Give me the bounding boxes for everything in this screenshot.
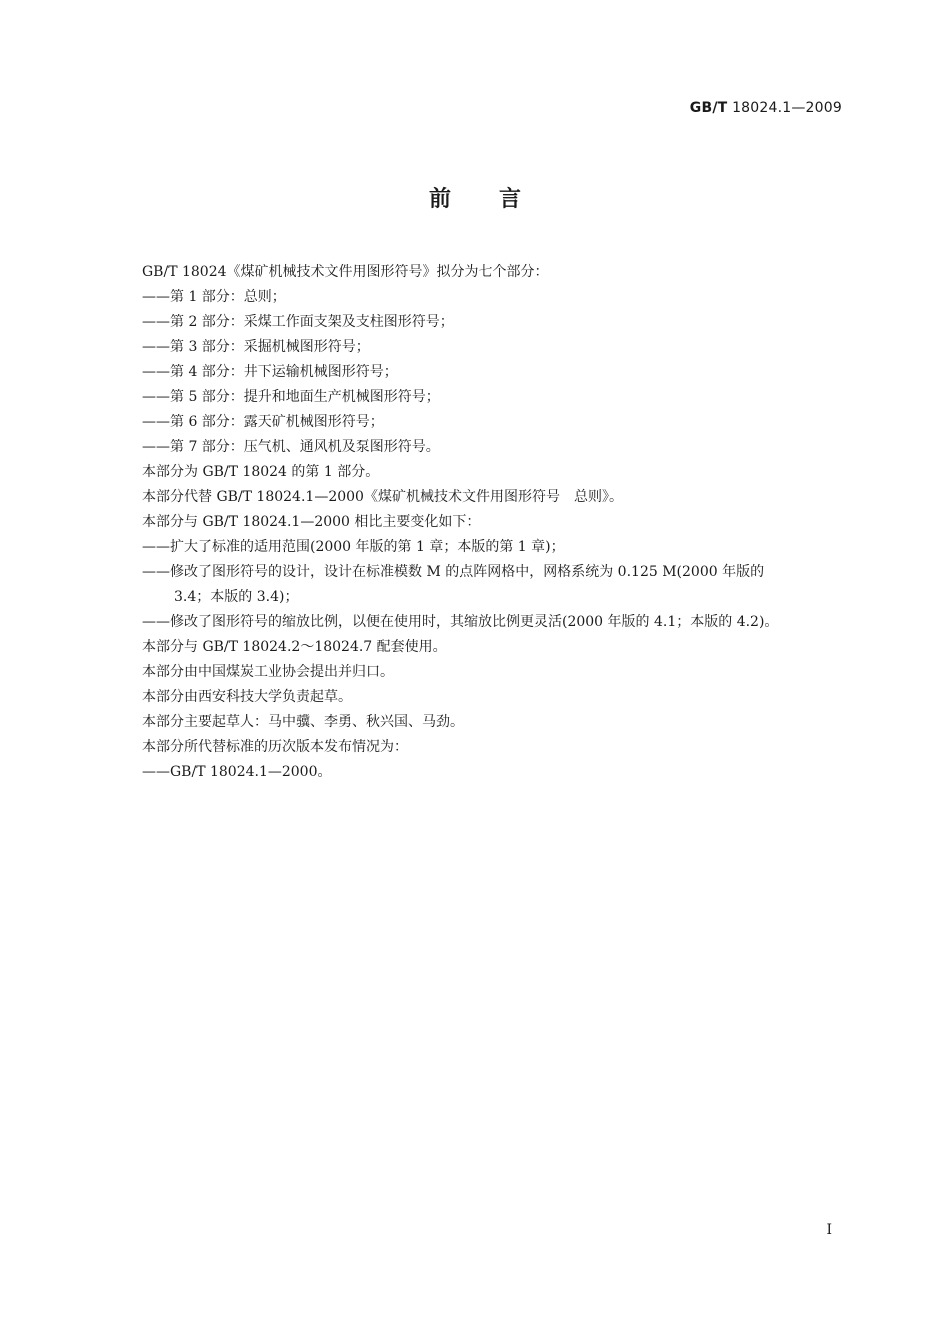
page-number: I [826, 1222, 832, 1238]
list-item: ——第 5 部分：提升和地面生产机械图形符号； [142, 389, 440, 405]
list-item: ——修改了图形符号的设计，设计在标准模数 M 的点阵网格中，网格系统为 0.125 M(2000 年版的 [142, 564, 765, 580]
list-item: ——第 4 部分：井下运输机械图形符号； [142, 364, 398, 380]
list-item: ——第 3 部分：采掘机械图形符号； [142, 339, 370, 355]
list-item: ——修改了图形符号的缩放比例，以便在使用时，其缩放比例更灵活(2000 年版的 4.1；本版的 4.2)。 [142, 614, 779, 630]
paragraph-line: 本部分主要起草人：马中骥、李勇、秋兴国、马劲。 [142, 714, 464, 730]
paragraph-line: 本部分代替 GB/T 18024.1—2000《煤矿机械技术文件用图形符号 总则》。 [142, 489, 623, 505]
list-item: ——第 2 部分：采煤工作面支架及支柱图形符号； [142, 314, 454, 330]
list-item: ——扩大了标准的适用范围(2000 年版的第 1 章；本版的第 1 章)； [142, 539, 565, 555]
list-item-continuation: 3.4；本版的 3.4)； [174, 589, 299, 605]
standard-code [690, 100, 842, 116]
standard-number: 18024.1—2009 [732, 100, 842, 116]
list-item: ——GB/T 18024.1—2000。 [142, 764, 332, 780]
list-item: ——第 6 部分：露天矿机械图形符号； [142, 414, 384, 430]
paragraph-line: 本部分与 GB/T 18024.2～18024.7 配套使用。 [142, 639, 447, 655]
paragraph-line: 本部分由中国煤炭工业协会提出并归口。 [142, 664, 394, 680]
list-item: ——第 7 部分：压气机、通风机及泵图形符号。 [142, 439, 440, 455]
paragraph-line: GB/T 18024《煤矿机械技术文件用图形符号》拟分为七个部分： [142, 264, 549, 280]
list-item: ——第 1 部分：总则； [142, 289, 286, 305]
standard-prefix: GB/T [689, 100, 728, 116]
page-title: 前言 [428, 187, 569, 212]
foreword-body [142, 260, 842, 785]
paragraph-line: 本部分所代替标准的历次版本发布情况为： [142, 739, 408, 755]
paragraph-line: 本部分由西安科技大学负责起草。 [142, 689, 352, 705]
paragraph-line: 本部分与 GB/T 18024.1—2000 相比主要变化如下： [142, 514, 481, 530]
paragraph-line: 本部分为 GB/T 18024 的第 1 部分。 [142, 464, 380, 480]
